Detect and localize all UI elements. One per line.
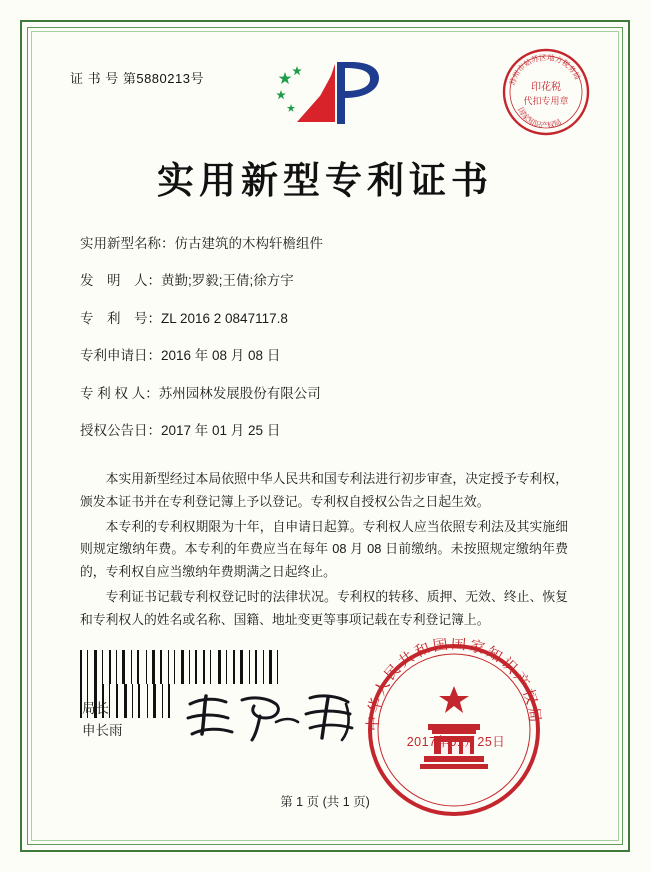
field-value: 黄勤;罗毅;王倩;徐方宇 — [161, 273, 294, 289]
field-label: 专 利 号： — [80, 310, 161, 326]
paragraph-1: 本实用新型经过本局依照中华人民共和国专利法进行初步审查，决定授予专利权，颁发本证书并在专利登记簿上予以登记。专利权自授权公告之日起生效。 — [80, 471, 568, 509]
handwritten-signature — [180, 688, 380, 748]
field-value: ZL 2016 2 0847117.8 — [161, 310, 288, 326]
signature-block — [82, 698, 123, 741]
field-list — [80, 236, 570, 460]
svg-text:苏州市姑苏区地方税务局: 苏州市姑苏区地方税务局 — [507, 52, 583, 87]
svg-text:中华人民共和国国家知识产权局: 中华人民共和国国家知识产权局 — [364, 638, 544, 732]
field-grant-date — [80, 423, 570, 440]
director-name-label: 申长雨 — [82, 722, 123, 738]
certificate-number: 证 书 号 第5880213号 — [70, 71, 204, 86]
svg-text:代扣专用章: 代扣专用章 — [523, 96, 569, 106]
field-value: 2017 年 01 月 25 日 — [161, 422, 281, 438]
page-footer: 第 1 页 (共 1 页) — [280, 795, 370, 809]
barcode — [80, 650, 285, 684]
field-value: 仿古建筑的木构轩檐组件 — [174, 236, 323, 251]
certificate-content — [40, 40, 610, 832]
tax-stamp-seal — [500, 46, 592, 138]
patent-office-sail-logo-icon — [275, 58, 390, 128]
field-label: 发 明 人： — [80, 273, 161, 289]
director-title-label: 局长 — [82, 701, 109, 716]
field-patent-number — [80, 311, 570, 328]
document-title: 实用新型专利证书 — [157, 161, 493, 202]
field-label: 实用新型名称： — [80, 236, 175, 251]
field-value: 2016 年 08 月 08 日 — [161, 348, 281, 364]
paragraph-2: 本专利的专利权期限为十年，自申请日起算。专利权人应当依照专利法及其实施细则规定缴纳年费。本专利的年费应当在每年 08 月 08 日前缴纳。未按照规定缴纳年费的，专利权自应当缴纳年费期满之日起终止。 — [80, 518, 568, 580]
seal-date: 2017年01月25日 — [406, 735, 506, 749]
field-application-date — [80, 348, 570, 365]
paragraph-3: 专利证书记载专利权登记时的法律状况。专利权的转移、质押、无效、终止、恢复和专利权人的姓名或名称、国籍、地址变更等事项记载在专利登记簿上。 — [80, 588, 568, 627]
field-patentee — [80, 386, 570, 403]
field-label: 专 利 权 人： — [80, 385, 159, 401]
svg-text:国家知识产权局: 国家知识产权局 — [516, 105, 563, 131]
field-label: 授权公告日： — [80, 422, 161, 438]
field-invention-name — [80, 236, 570, 253]
field-label: 专利申请日： — [80, 348, 161, 364]
field-inventors — [80, 273, 570, 290]
svg-text:印花税: 印花税 — [531, 82, 561, 93]
body-text — [80, 468, 568, 633]
field-value: 苏州园林发展股份有限公司 — [158, 385, 321, 401]
